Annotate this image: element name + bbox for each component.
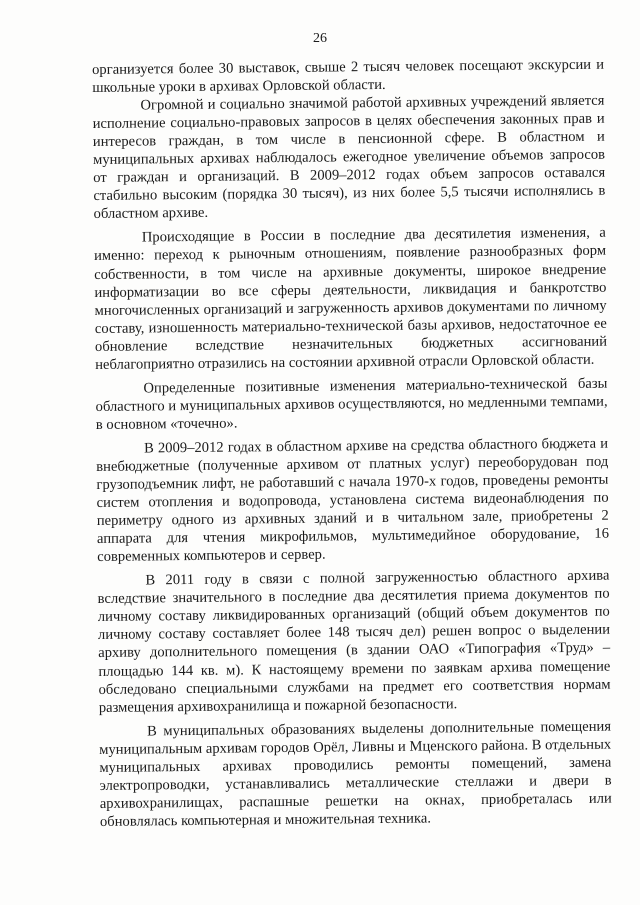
paragraph-municipal-archives: В муниципальных образованиях выделены дополнительные помещения муниципальным архивам городов Орёл, Ливны и Мценского района. В отдельных муниципальных архивах проводились ремонты помещений, замена электропроводки, устанавливались металлические стеллажи и двери в архивохранилищах, распашные решетки на окнах, приобреталась или обновлялась компьютерная и множительная техника. <box>99 718 612 830</box>
body-text <box>92 56 612 831</box>
paragraph-social-legal-requests: Огромной и социально значимой работой архивных учреждений является исполнение социально-правовых запросов в целях обеспечения законных прав и интересов граждан, в том числе в пенсионной сфере. В областном и муниципальных архивах наблюдалось ежегодное увеличение объемов запросов от граждан и организаций. В 2009–2012 годах объем запросов оставался стабильно высоким (порядка 30 тысяч), из них более 5,5 тысячи исполнялись в областном архиве. <box>92 92 606 223</box>
paragraph-exhibitions: организуется более 30 выставок, свыше 2 тысяч человек посещают экскурсии и школьные уроки в архивах Орловской области. <box>92 56 605 97</box>
paragraph-changes-in-russia: Происходящие в России в последние два десятилетия изменения, а именно: переход к рыночным отношениям, появление разнообразных форм собственности, в том числе на архивные документы, широкое внедрение информатизации во все сферы деятельности, ликвидация и банкротство многочисленных организаций и загруженность архивов документами по личному составу, изношенность материально-технической базы архивов, недостаточное ее обновление вследствие незначительных бюджетных ассигнований неблагоприятно отразились на состоянии архивной отрасли Орловской области. <box>93 225 608 373</box>
page-number: 26 <box>313 31 327 46</box>
paragraph-regional-archive-2009-2012: В 2009–2012 годах в областном архиве на средства областного бюджета и внебюджетные (полученные архивом от платных услуг) переоборудован под грузоподъемник лифт, не работавший с начала 1970-х годов, проведены ремонты систем отопления и водопровода, установлена система видеонаблюдения по периметру одного из архивных зданий и в читальном зале, приобретены 2 аппарата для чтения микрофильмов, мультимедийное оборудование, 16 современных компьютеров и сервер. <box>96 435 610 566</box>
paragraph-positive-changes: Определенные позитивные изменения материально-технической базы областного и муниципальных архивов осуществляются, но медленными темпами, в основном «точечно». <box>95 375 608 433</box>
paragraph-2011-additional-premises: В 2011 году в связи с полной загруженностью областного архива вследствие значительного в последние два десятилетия приема документов по личному составу ликвидированных организаций (общий объем документов по личному составу составляет более 148 тысяч дел) решен вопрос о выделении архиву дополнительного помещения (в здании ОАО «Типография «Труд» – площадью 144 кв. м). К настоящему времени по заявкам архива помещение обследовано специальными службами на предмет его соответствия нормам размещения архивохранилища и пожарной безопасности. <box>97 567 611 716</box>
